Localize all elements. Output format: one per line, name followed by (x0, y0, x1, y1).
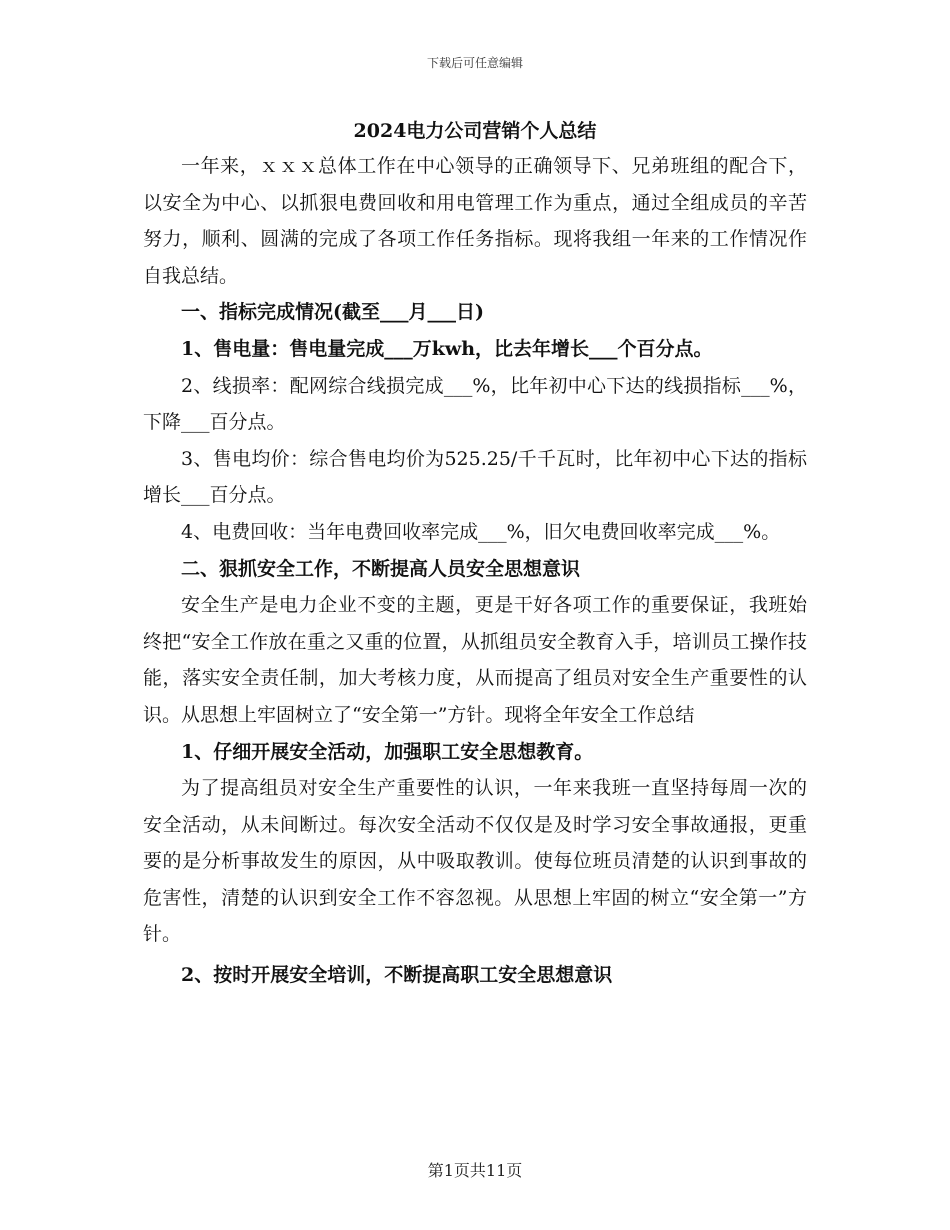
safety-activities-paragraph: 为了提高组员对安全生产重要性的认识，一年来我班一直坚持每周一次的安全活动，从未间断过。每次安全活动不仅仅是及时学习安全事故通报，更重要的是分析事故发生的原因，从中吸取教训。使每位班员清楚的认识到事故的危害性，清楚的认识到安全工作不容忽视。从思想上牢固的树立“安全第一”方针。 (143, 777, 807, 946)
page-header-note: 下载后可任意编辑 (426, 56, 523, 70)
subheading-safety-activities: 1、仔细开展安全活动，加强职工安全思想教育。 (181, 740, 594, 763)
item-fee-recovery: 4、电费回收：当年电费回收率完成___%，旧欠电费回收率完成___%。 (181, 520, 781, 543)
document-body (143, 148, 807, 994)
item-line-loss: 2、线损率：配网综合线损完成___%，比年初中心下达的线损指标___%，下降___百分点。 (143, 374, 807, 434)
item-average-price: 3、售电均价：综合售电均价为525.25/千千瓦时，比年初中心下达的指标增长___百分点。 (143, 447, 807, 507)
intro-paragraph: 一年来，ｘｘｘ总体工作在中心领导的正确领导下、兄弟班组的配合下，以安全为中心、以抓狠电费回收和用电管理工作为重点，通过全组成员的辛苦努力，顺利、圆满的完成了各项工作任务指标。现将我组一年来的工作情况作自我总结。 (143, 155, 807, 287)
page-number: 第1页共11页 (427, 1161, 523, 1180)
subheading-safety-training: 2、按时开展安全培训，不断提高职工安全思想意识 (181, 964, 613, 987)
section-heading-indicators: 一、指标完成情况(截至___月___日) (181, 301, 484, 324)
item-sales-volume: 1、售电量：售电量完成___万kwh，比去年增长___个百分点。 (181, 337, 713, 360)
section-heading-safety: 二、狠抓安全工作，不断提高人员安全思想意识 (181, 557, 581, 580)
safety-paragraph: 安全生产是电力企业不变的主题，更是干好各项工作的重要保证，我班始终把“安全工作放在重之又重的位置，从抓组员安全教育入手，培训员工操作技能，落实安全责任制，加大考核力度，从而提高了组员对安全生产重要性的认识。从思想上牢固树立了“安全第一”方针。现将全年安全工作总结 (143, 594, 807, 726)
document-title: 2024电力公司营销个人总结 (353, 120, 597, 142)
